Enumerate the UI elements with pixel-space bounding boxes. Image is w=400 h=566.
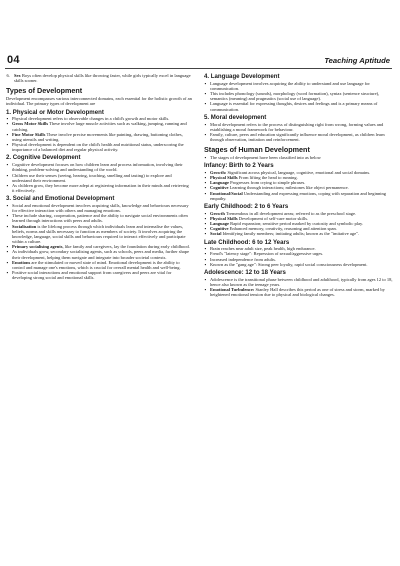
bullet-term: Primary socialising agents [12, 244, 63, 250]
section-heading-infancy: Infancy: Birth to 2 Years [204, 162, 274, 170]
bullet-term: Cognitive [210, 185, 229, 191]
bullet-text: Identifying family members; imitating adults; known as the "imitative age". [221, 231, 360, 237]
bullet-item [204, 231, 394, 236]
bullet-text: , like family and caregivers, lay the foundation during early childhood. [62, 244, 190, 250]
bullet-item [204, 155, 394, 160]
section-heading-adolescence: Adolescence: 12 to 18 Years [204, 268, 286, 276]
bullet-text: Language is essential for expressing thoughts, desires and feelings and is a primary means of communication. [210, 101, 378, 112]
bullet-icon: ▪ [204, 226, 207, 232]
section-heading-social: 3. Social and Emotional Development [6, 195, 115, 203]
item-term: Sex [14, 73, 21, 78]
bullet-icon: ▪ [6, 142, 9, 148]
running-title: Teaching Aptitude [324, 56, 390, 65]
bullet-item [6, 162, 192, 172]
bullet-icon: ▪ [204, 221, 207, 227]
bullet-term: Emotional Turbulence: [210, 287, 255, 293]
item-text: Boys often develop physical skills like throwing faster, while girls typically excel in language skills sooner. [14, 73, 191, 84]
bullet-item [6, 260, 192, 270]
bullet-text: are the stimulated or moved state of mind. Emotional development is the ability to control and manage one's emotions, which is crucial for overall mental health and well-being. [12, 259, 181, 270]
bullet-icon: ▪ [204, 131, 207, 137]
bullet-text: Adolescence is the transitional phase between childhood and adulthood, typically from ages 12 to 18, hence also known as the teenage years. [210, 276, 393, 287]
bullet-text: Known as the "gang age": Strong peer loyalty, rapid social consciousness development. [210, 261, 368, 267]
bullet-text: This includes phonology (sounds), morphology (word formation), syntax (sentence structure), semantics (meaning) and pragmatics (social use of language). [210, 91, 380, 102]
infancy-list [204, 170, 394, 201]
language-list [204, 81, 394, 112]
bullet-icon: ▪ [6, 182, 9, 188]
bullet-term: Language [210, 180, 230, 186]
section-heading-early-childhood: Early Childhood: 2 to 6 Years [204, 202, 289, 210]
section-heading-physical: 1. Physical or Motor Development [6, 108, 104, 116]
bullet-text: is the lifelong process through which individuals learn and internalise the values, beliefs, norms and skills necessary to function as members of society. It involves acquiring the knowledge, language, social skills and behaviours required to interact effectively and participate within a culture. [12, 223, 186, 245]
bullet-icon: ▪ [204, 231, 207, 237]
bullet-item [204, 81, 394, 91]
bullet-icon: ▪ [6, 121, 9, 127]
bullet-icon: ▪ [204, 80, 207, 86]
bullet-item [204, 191, 394, 201]
bullet-text: Physical development is dependent on the child's health and nutritional status, underscoring the importance of a balanced diet and regular physical activity. [12, 142, 184, 153]
bullet-item [6, 121, 192, 131]
bullet-icon: ▪ [204, 190, 207, 196]
bullet-text: Development of self-care motor skills. [237, 215, 309, 221]
header-rule [5, 68, 392, 69]
bullet-text: Children use their senses (seeing, hearing, touching, smelling and tasting) to explore and understand their environment. [12, 172, 172, 183]
page-number: 04 [7, 54, 20, 66]
bullet-term: Physical Skills [210, 175, 238, 181]
bullet-term: Emotional/Social [210, 190, 243, 196]
bullet-item [6, 213, 192, 223]
bullet-icon: ▪ [204, 91, 207, 97]
bullet-icon: ▪ [6, 131, 9, 137]
bullet-icon: ▪ [204, 261, 207, 267]
bullet-icon: ▪ [6, 202, 9, 208]
bullet-text: Physical development refers to observable changes in a child's growth and motor skills. [12, 116, 170, 122]
bullet-text: These include sharing, cooperation, patience and the ability to navigate social environments often learned through interactions with peers and adults. [12, 213, 188, 224]
bullet-icon: ▪ [204, 185, 207, 191]
bullet-text: Rapid expansion; sensitive period marked by curiosity and symbolic play. [229, 221, 364, 227]
adolescence-list [204, 277, 394, 298]
bullet-text: Understanding and expressing emotions, coping with separation and beginning empathy. [210, 190, 386, 201]
social-list [6, 203, 192, 280]
bullet-term: Fine Motor Skills [12, 131, 46, 137]
bullet-icon: ▪ [204, 251, 207, 257]
bullet-icon: ▪ [6, 244, 9, 250]
bullet-text: Significant across physical, language, cognitive, emotional and social domains. [226, 170, 371, 176]
bullet-term: Cognitive [210, 226, 229, 232]
bullet-item [6, 203, 192, 213]
bullet-item [6, 224, 192, 245]
bullet-text: Freud's "latency stage": Repression of sexual/aggressive urges. [210, 251, 324, 257]
bullet-text: Language development involves acquiring the ability to understand and use language for communication. [210, 80, 370, 91]
bullet-icon: ▪ [6, 249, 9, 255]
section-heading-types: Types of Development [6, 85, 83, 95]
bullet-term: Gross Motor Skills [12, 121, 49, 127]
cognitive-list [6, 162, 192, 193]
bullet-term: Growth [210, 210, 225, 216]
bullet-item [6, 249, 192, 259]
bullet-icon: ▪ [204, 246, 207, 252]
bullet-icon: ▪ [6, 213, 9, 219]
bullet-text: As individuals grow, secondary socialising agents, such as schools, peers and media, further shape their development, helping them navigate and integrate into broader societal contexts. [12, 249, 190, 260]
bullet-item [6, 142, 192, 152]
moral-list [204, 122, 394, 143]
section-heading-cognitive: 2. Cognitive Development [6, 154, 81, 162]
bullet-item [6, 270, 192, 280]
bullet-icon: ▪ [204, 101, 207, 107]
bullet-icon: ▪ [6, 259, 9, 265]
bullet-icon: ▪ [204, 210, 207, 216]
early-childhood-list [204, 211, 394, 237]
bullet-item [6, 173, 192, 183]
bullet-icon: ▪ [6, 223, 9, 229]
bullet-text: These involve precise movements like painting, drawing, buttoning clothes, using utensils and writing. [12, 131, 183, 142]
bullet-term: Growth: [210, 170, 227, 176]
bullet-item [6, 132, 192, 142]
bullet-term: Language [210, 221, 230, 227]
bullet-icon: ▪ [204, 121, 207, 127]
bullet-icon: ▪ [204, 256, 207, 262]
page-header [0, 0, 400, 48]
bullet-text: Enhanced memory, creativity, reasoning and attention span. [228, 226, 337, 232]
bullet-term: Physical Skills [210, 215, 238, 221]
physical-list [6, 116, 192, 152]
bullet-item [6, 183, 192, 193]
bullet-text: Social and emotional development involves acquiring skills, knowledge and behaviours necessary for effective interaction with others and managing emotions. [12, 202, 189, 214]
section-heading-language: 4. Language Development [204, 73, 280, 80]
bullet-text: Stanley Hall describes this period as one of stress and storm, marked by heightened emotional tension due to physical and biological changes. [210, 287, 385, 298]
bullet-term: Social [210, 231, 222, 237]
bullet-icon: ▪ [6, 269, 9, 275]
bullet-item [204, 262, 394, 267]
bullet-text: As children grow, they become more adept at registering information in their minds and retrieving it effectively. [12, 182, 189, 193]
section-heading-moral: 5. Moral development [204, 113, 267, 121]
bullet-icon: ▪ [6, 162, 9, 168]
types-intro: Development encompasses various interconnected domains, each essential for the holistic growth of an individual. The primary types of development are [6, 96, 192, 107]
left-column [6, 73, 192, 280]
bullet-text: Tremendous in all development areas; referred to as the preschool stage. [224, 210, 357, 216]
bullet-text: Learning through interactions; milestones like object permanence. [228, 185, 349, 191]
bullet-icon: ▪ [204, 215, 207, 221]
bullet-icon: ▪ [6, 116, 9, 122]
bullet-text: Family, culture, peers and education significantly influence moral development, as children learn through observation, imitation and reinforcement. [210, 131, 385, 142]
bullet-text: Moral development refers to the process of distinguishing right from wrong, forming values and establishing a moral framework for behaviour. [210, 121, 384, 132]
late-childhood-list [204, 246, 394, 267]
bullet-text: Brain reaches near adult size, peak health, high endurance. [210, 246, 316, 252]
bullet-item [204, 132, 394, 142]
bullet-icon: ▪ [204, 175, 207, 181]
bullet-item [204, 101, 394, 111]
bullet-icon: ▪ [204, 276, 207, 282]
bullet-text: Progresses from crying to simple phrases. [229, 180, 306, 186]
numbered-item [6, 73, 192, 83]
stages-list [204, 155, 394, 160]
bullet-text: Cognitive development focuses on how children learn and process information, involving their thinking, problem-solving and understanding of the world. [12, 162, 183, 173]
section-heading-late-childhood: Late Childhood: 6 to 12 Years [204, 238, 290, 246]
numbered-list [6, 73, 192, 83]
bullet-text: The stages of development have been classified into as below [210, 155, 321, 161]
bullet-item [204, 287, 394, 297]
bullet-icon: ▪ [204, 180, 207, 186]
bullet-item [204, 277, 394, 287]
right-column [204, 73, 394, 297]
bullet-term: Emotions [12, 259, 31, 265]
bullet-icon: ▪ [204, 287, 207, 293]
bullet-icon: ▪ [204, 170, 207, 176]
bullet-icon: ▪ [6, 172, 9, 178]
bullet-icon: ▪ [204, 155, 207, 161]
bullet-item [204, 91, 394, 101]
bullet-text: Increased independence from adults. [210, 256, 276, 262]
section-heading-stages: Stages of Human Development [204, 144, 310, 154]
bullet-term: Socialisation [12, 223, 37, 229]
item-number: 6. [6, 73, 10, 78]
bullet-text: Positive social interactions and emotional support from caregivers and peers are vital for developing strong social and emotional skills. [12, 269, 172, 281]
bullet-text: From lifting the head to running. [237, 175, 298, 181]
bullet-item [204, 122, 394, 132]
bullet-text: These involve large muscle activities such as walking, jumping, running and catching. [12, 121, 187, 132]
